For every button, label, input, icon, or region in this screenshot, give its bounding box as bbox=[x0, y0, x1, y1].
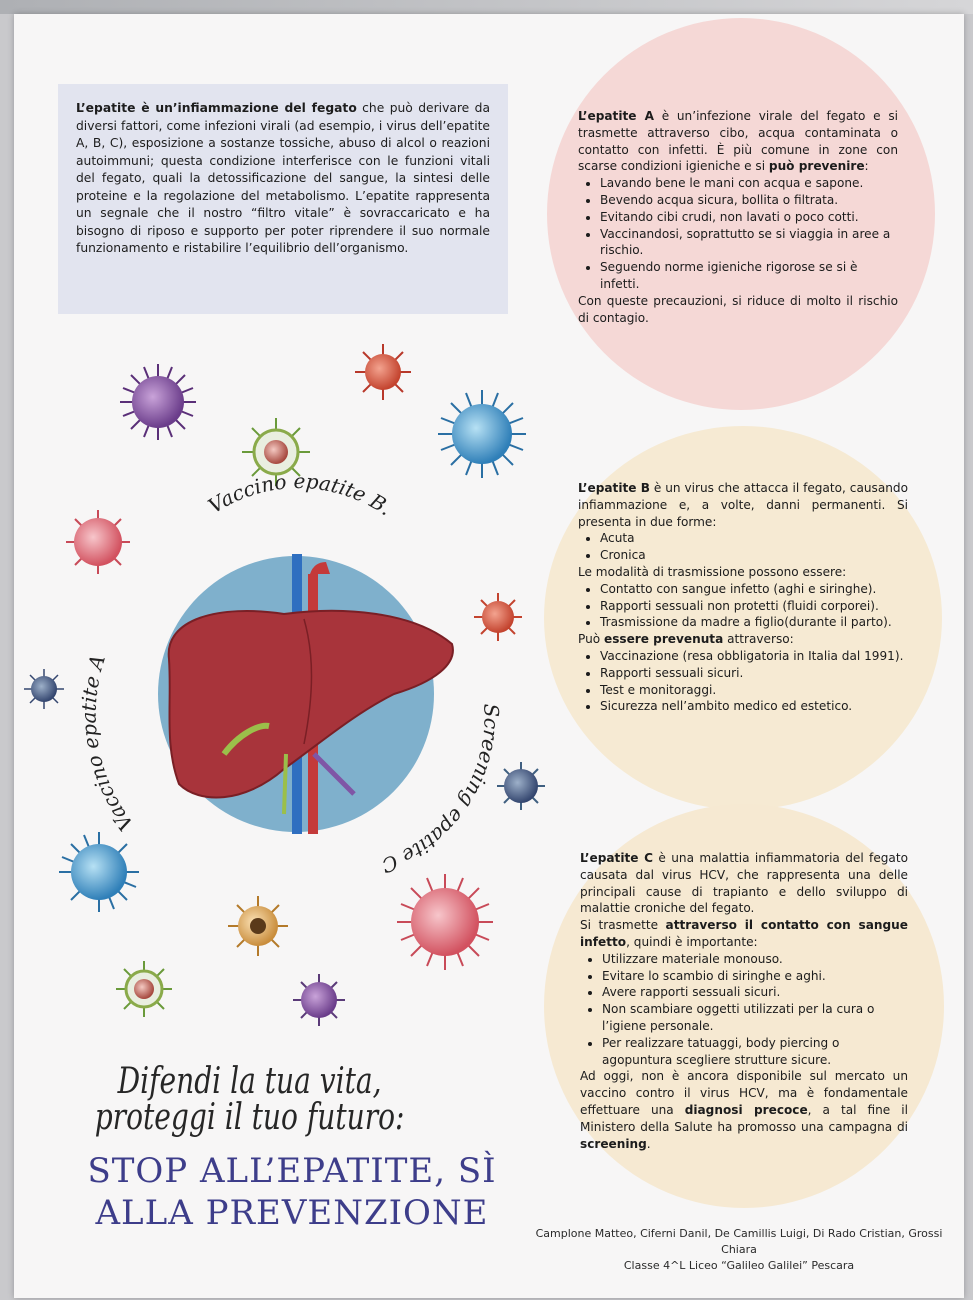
hep-a-intro: è un’infezione virale del fegato e si trasmette attraverso cibo, acqua contaminata o contatto con infetti. È più comune in zone con scarse condizioni igieniche e si bbox=[578, 109, 898, 174]
list-item: • Seguendo norme igieniche rigorose se si è infetti. bbox=[600, 259, 898, 293]
virus-icon bbox=[474, 593, 522, 641]
list-item: • Bevendo acqua sicura, bollita o filtrata. bbox=[600, 192, 898, 209]
hep-c-closing-bold1: diagnosi precoce bbox=[684, 1102, 808, 1117]
hep-b-prev-bold: essere prevenuta bbox=[604, 632, 724, 647]
virus-icon bbox=[228, 896, 288, 956]
list-item: • Cronica bbox=[600, 547, 908, 564]
authors-names: Camplone Matteo, Ciferni Danil, De Camillis Luigi, Di Rado Cristian, Grossi Chiara bbox=[535, 1227, 943, 1256]
hep-c-trans-post: , quindi è importante: bbox=[626, 934, 758, 949]
vaccine-b-path: Vaccino epatite B. bbox=[203, 468, 397, 521]
hep-b-intro: è un virus che attacca il fegato, causando infiammazione e, a volte, danni permanenti. Si presenta in due forme: bbox=[578, 481, 908, 529]
wall-strip bbox=[0, 0, 973, 14]
hep-c-closing-end: . bbox=[646, 1136, 651, 1151]
virus-icon bbox=[438, 390, 526, 478]
authors-school: Classe 4^L Liceo “Galileo Galilei” Pescara bbox=[623, 1259, 855, 1272]
vaccine-a-label bbox=[77, 652, 138, 836]
list-item: • Rapporti sessuali non protetti (fluidi corporei). bbox=[600, 598, 908, 615]
hep-a-colon: : bbox=[864, 159, 869, 174]
virus-icon bbox=[497, 762, 545, 810]
vaccine-b-label bbox=[204, 469, 397, 520]
list-item: • Lavando bene le mani con acqua e sapone. bbox=[600, 175, 898, 192]
hep-c-trans-pre: Si trasmette bbox=[580, 918, 666, 933]
slogan-headline bbox=[62, 1150, 522, 1234]
list-item: • Contatto con sangue infetto (aghi e siringhe). bbox=[600, 581, 908, 598]
list-item: • Vaccinandosi, soprattutto se si viaggia in aree a rischio. bbox=[600, 226, 898, 260]
virus-icon bbox=[355, 344, 411, 400]
list-item: • Vaccinazione (resa obbligatoria in Italia dal 1991). bbox=[600, 648, 908, 665]
virus-icon bbox=[116, 961, 172, 1017]
hep-b-prev-post: attraverso: bbox=[723, 632, 794, 647]
list-item: • Sicurezza nell’ambito medico ed estetico. bbox=[600, 698, 908, 715]
hep-c-trans-bold: attraverso il contatto con sangue infetto bbox=[580, 918, 908, 949]
hep-c-closing-pre: Ad oggi, non è ancora disponibile sul mercato un vaccino contro il virus HCV, ma è fondamentale effettuare una bbox=[580, 1069, 908, 1117]
screening-c-label bbox=[378, 703, 503, 878]
hep-b-prev-pre: Può bbox=[578, 632, 604, 647]
hep-a-title: L’epatite A bbox=[578, 109, 654, 123]
intro-lead: L’epatite è un’infiammazione del fegato bbox=[76, 101, 357, 115]
slogan-line-2: proteggi il tuo futuro: bbox=[94, 1097, 405, 1138]
virus-icon bbox=[24, 669, 64, 709]
hep-c-closing-bold2: screening bbox=[580, 1136, 647, 1151]
list-item: • Per realizzare tatuaggi, body piercing o agopuntura scegliere strutture sicure. bbox=[602, 1035, 908, 1069]
intro-body: che può derivare da diversi fattori, come infezioni virali (ad esempio, i virus dell’epatite A, B, C), esposizione a sostanze tossiche, abuso di alcol o reazioni autoimmuni; questa condizione interferisce con le funzioni vitali del fegato, quali la detossificazione del sangue, la sintesi delle proteine e la regolazione del metabolismo. L’epatite rappresenta un segnale che il nostro “filtro vitale” è sovraccaricato e ha bisogno di riposo e supporto per poter riprendere il suo normale funzionamento e ristabilire l’equilibrio dell’organismo. bbox=[76, 101, 490, 255]
hep-a-closing: Con queste precauzioni, si riduce di molto il rischio di contagio. bbox=[578, 293, 898, 325]
list-item: • Non scambiare oggetti utilizzati per la cura o l’igiene personale. bbox=[602, 1001, 908, 1035]
virus-icon bbox=[59, 832, 139, 912]
hep-c-closing-mid: , a tal fine il Ministero della Salute ha promosso una campagna di bbox=[580, 1102, 908, 1134]
hep-a-prevent: può prevenire bbox=[768, 159, 865, 174]
poster bbox=[14, 14, 964, 1298]
virus-icon bbox=[66, 510, 130, 574]
hep-c-intro: è una malattia infiammatoria del fegato causata dal virus HCV, che rappresenta una delle principali cause di trapianto e dello sviluppo di malattie croniche del fegato. bbox=[580, 851, 908, 916]
hep-b-title: L’epatite B bbox=[578, 481, 650, 495]
hep-b-trans-label: Le modalità di trasmissione possono essere: bbox=[578, 564, 847, 579]
slogan-script bbox=[78, 1061, 421, 1138]
liver-icon bbox=[169, 554, 453, 834]
vaccine-a-path: Vaccino epatite A bbox=[76, 651, 138, 836]
virus-icon bbox=[293, 974, 345, 1026]
hep-c-title: L’epatite C bbox=[580, 851, 654, 865]
list-item: • Utilizzare materiale monouso. bbox=[602, 951, 908, 968]
virus-icon bbox=[120, 364, 196, 440]
list-item: • Trasmissione da madre a figlio(durante il parto). bbox=[600, 614, 908, 631]
list-item: • Evitando cibi crudi, non lavati o poco cotti. bbox=[600, 209, 898, 226]
virus-icon bbox=[397, 874, 493, 970]
list-item: • Evitare lo scambio di siringhe e aghi. bbox=[602, 968, 908, 985]
slogan-line-3: STOP ALL’EPATITE, SÌ bbox=[87, 1151, 497, 1191]
list-item: • Acuta bbox=[600, 530, 908, 547]
screening-c-path: Screening epatite C bbox=[378, 703, 504, 878]
list-item: • Rapporti sessuali sicuri. bbox=[600, 665, 908, 682]
slogan-line-4: ALLA PREVENZIONE bbox=[95, 1193, 489, 1233]
list-item: • Test e monitoraggi. bbox=[600, 682, 908, 699]
slogan-line-1: Difendi la tua vita, bbox=[117, 1061, 382, 1102]
list-item: • Avere rapporti sessuali sicuri. bbox=[602, 984, 908, 1001]
authors-credit bbox=[519, 1226, 959, 1274]
